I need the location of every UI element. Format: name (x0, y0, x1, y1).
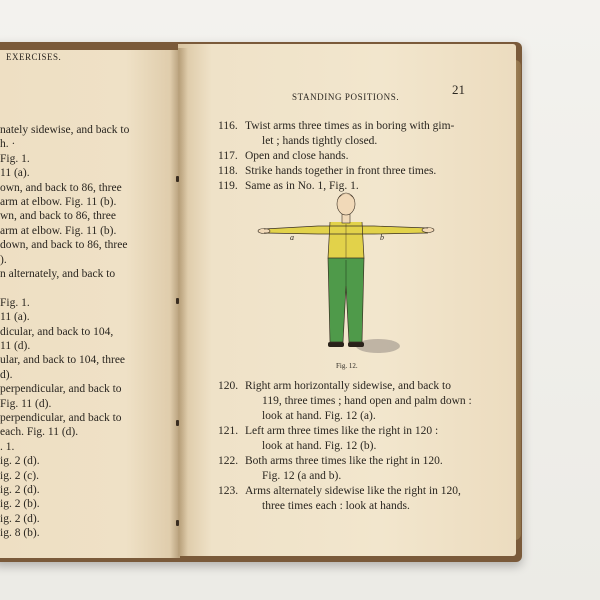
left-page-line: own, and back to 86, three (0, 181, 122, 194)
figure-caption: Fig. 12. (336, 362, 358, 370)
left-page-line: 11 (d). (0, 340, 31, 352)
right-running-header: STANDING POSITIONS. (292, 92, 400, 102)
left-page-line: ig. 2 (b). (0, 498, 40, 511)
exercise-text: Left arm three times like the right in 120 : (245, 425, 439, 437)
exercise-number: 117. (218, 150, 238, 162)
gymnast-figure-illustration (256, 186, 436, 366)
left-page-line: ig. 2 (d). (0, 512, 40, 525)
left-page-line: ular, and back to 104, three (0, 354, 126, 367)
exercise-number: 122. (218, 455, 239, 467)
left-page-line: nately sidewise, and back to (0, 124, 130, 136)
left-page-line: perpendicular, and back to (0, 412, 122, 424)
figure-right-hand (422, 228, 434, 233)
left-page-line: d). (0, 368, 13, 381)
figure-neck (342, 214, 350, 223)
left-page-line: 11 (a). (0, 311, 30, 324)
left-page-line: ig. 2 (d). (0, 484, 40, 496)
left-page-line: dicular, and back to 104, (0, 325, 114, 338)
exercise-number: 123. (218, 485, 239, 497)
exercise-number: 120. (218, 380, 239, 392)
left-page-line: Fig. 11 (d). (0, 397, 52, 410)
left-page-line: down, and back to 86, three (0, 239, 128, 252)
exercise-text: Right arm horizontally sidewise, and back to (245, 380, 451, 392)
left-page-line: arm at elbow. Fig. 11 (b). (0, 196, 117, 208)
exercise-text: let ; hands tightly closed. (262, 135, 378, 147)
figure-shoe (328, 342, 344, 347)
exercise-number: 118. (218, 165, 238, 177)
left-running-header: EXERCISES. (6, 52, 62, 62)
figure-label-a: a (290, 233, 294, 242)
exercise-number: 121. (218, 425, 239, 437)
figure-shoe (348, 342, 364, 347)
exercise-text: 119, three times ; hand open and palm down : (262, 395, 472, 407)
exercise-text: look at hand. Fig. 12 (b). (262, 440, 377, 452)
left-page-line: wn, and back to 86, three (0, 210, 116, 223)
exercise-text: three times each : look at hands. (262, 500, 410, 512)
left-page-line: each. Fig. 11 (d). (0, 426, 79, 439)
page-number: 21 (452, 82, 465, 97)
left-page-line: arm at elbow. Fig. 11 (b). (0, 224, 117, 237)
exercise-text: Same as in No. 1, Fig. 1. (245, 180, 359, 192)
left-page-line: ). (0, 253, 7, 266)
exercise-text: Strike hands together in front three times. (245, 165, 437, 177)
left-page-text (0, 50, 178, 558)
exercise-text: Fig. 12 (a and b). (262, 470, 342, 482)
figure-head (337, 193, 355, 215)
exercise-number: 116. (218, 120, 238, 132)
left-page-line: n alternately, and back to (0, 268, 116, 280)
exercise-text: Arms alternately sidewise like the right in 120, (245, 485, 461, 497)
left-page-line: ig. 2 (d). (0, 455, 40, 468)
figure-label-b: b (380, 233, 384, 242)
exercise-text: Twist arms three times as in boring with gim- (245, 120, 455, 132)
left-page-line: . 1. (0, 440, 15, 453)
left-page-line: Fig. 1. (0, 152, 30, 165)
exercise-text: look at hand. Fig. 12 (a). (262, 410, 376, 422)
left-page-line: ig. 8 (b). (0, 527, 40, 540)
left-page-line: ig. 2 (c). (0, 469, 39, 482)
left-page-line: Fig. 1. (0, 296, 30, 309)
left-page-line: h. · (0, 138, 16, 151)
exercise-text: Open and close hands. (245, 150, 349, 162)
left-page-line: 11 (a). (0, 167, 30, 180)
exercise-text: Both arms three times like the right in 120. (245, 455, 443, 467)
exercise-number: 119. (218, 180, 238, 192)
left-page-line: perpendicular, and back to (0, 383, 122, 396)
